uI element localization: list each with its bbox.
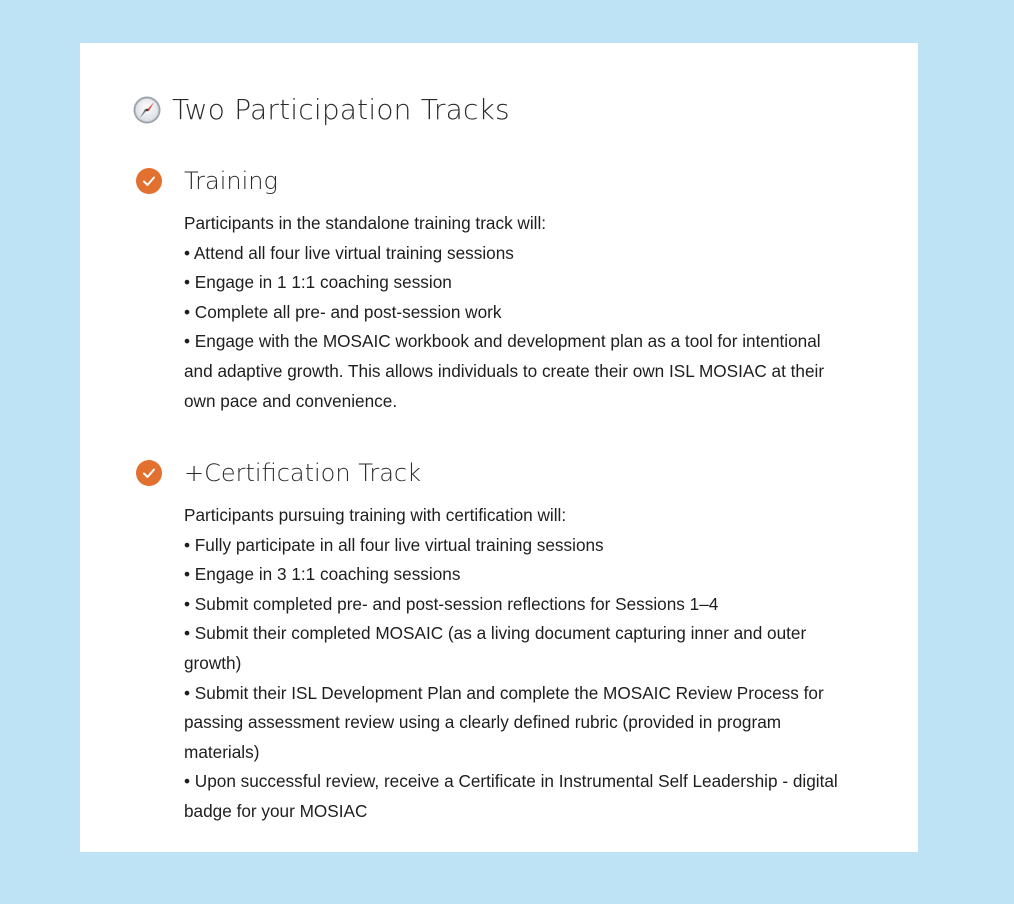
track-title: +Certification Track <box>184 459 421 487</box>
track-heading <box>135 457 844 489</box>
track-intro: Participants in the standalone training track will: <box>184 213 547 233</box>
track-training <box>135 165 844 416</box>
title-row <box>132 93 510 126</box>
track-body <box>184 501 844 827</box>
list-item: • Engage in 1 1:1 coaching session <box>184 272 452 293</box>
list-item: • Submit their completed MOSAIC (as a living document capturing inner and outer growth) <box>184 623 807 673</box>
list-item: • Attend all four live virtual training sessions <box>184 242 514 263</box>
list-item: • Fully participate in all four live virtual training sessions <box>184 534 604 555</box>
track-certification <box>135 457 844 827</box>
list-item: • Complete all pre- and post-session work <box>184 301 502 322</box>
compass-icon <box>132 95 162 125</box>
list-item: • Submit their ISL Development Plan and complete the MOSAIC Review Process for passing assessment review using a clearly defined rubric (provided in program materials) <box>184 682 824 762</box>
list-item: • Engage in 3 1:1 coaching sessions <box>184 564 461 585</box>
content-card <box>80 43 918 852</box>
track-title: Training <box>184 167 278 195</box>
check-circle-icon <box>135 167 163 195</box>
check-circle-icon <box>135 459 163 487</box>
page-title: Two Participation Tracks <box>172 93 510 126</box>
track-heading <box>135 165 844 197</box>
track-body <box>184 209 844 416</box>
list-item: • Upon successful review, receive a Certificate in Instrumental Self Leadership - digital badge for your MOSIAC <box>184 771 838 821</box>
list-item: • Submit completed pre- and post-session reflections for Sessions 1–4 <box>184 593 719 614</box>
list-item: • Engage with the MOSAIC workbook and development plan as a tool for intentional and adaptive growth. This allows individuals to create their own ISL MOSIAC at their own pace and convenience. <box>184 331 825 411</box>
track-intro: Participants pursuing training with certification will: <box>184 505 567 525</box>
